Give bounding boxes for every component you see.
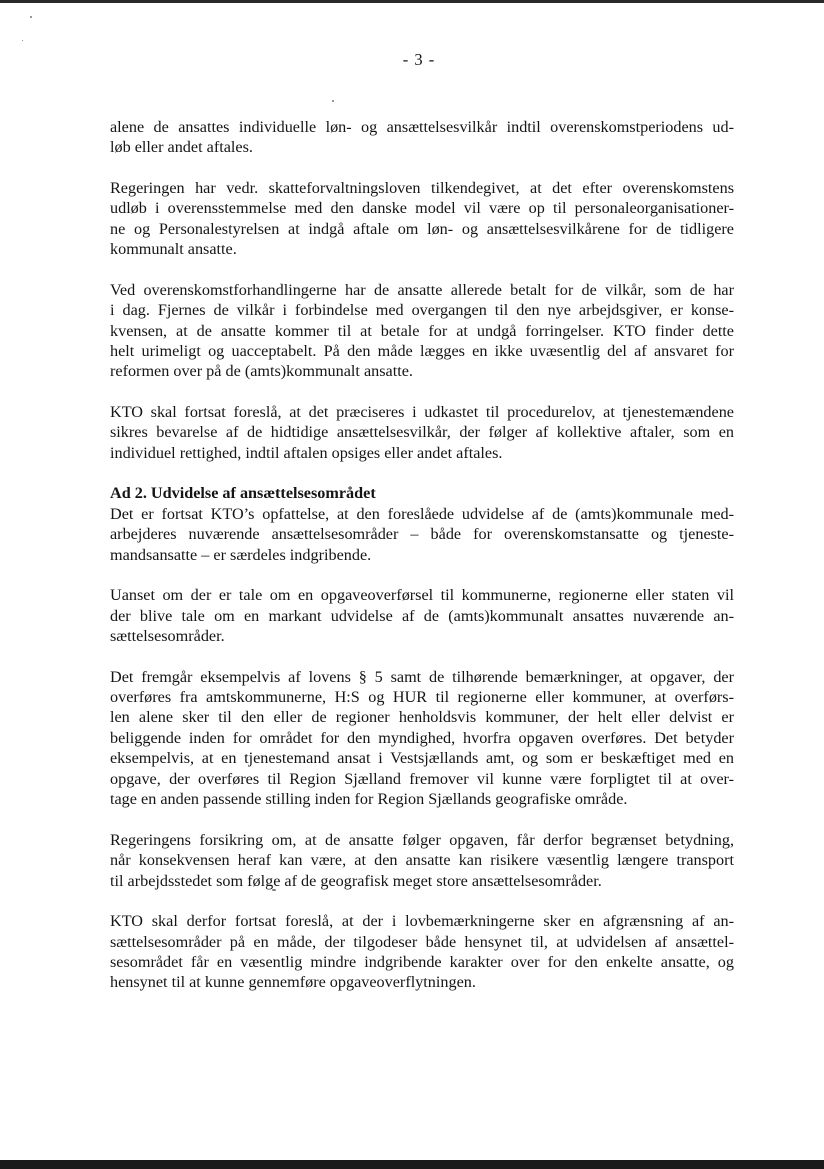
text-line: løb eller andet aftales. bbox=[110, 138, 253, 157]
text-line: kommunalt ansatte. bbox=[110, 240, 237, 259]
text-line: Regeringens forsikring om, at de ansatte følger opgaven, får derfor begrænset betydning, bbox=[110, 830, 734, 849]
text-line: individuel rettighed, indtil aftalen opsiges eller andet aftales. bbox=[110, 443, 503, 462]
scan-top-border bbox=[0, 0, 824, 3]
paragraph-6 bbox=[110, 667, 734, 810]
text-line: Regeringen har vedr. skatteforvaltningsloven tilkendegivet, at det efter overenskomstens bbox=[110, 179, 734, 197]
scan-speck bbox=[272, 889, 276, 891]
text-line: kvensen, at de ansatte kommer til at betale for at undgå forringelser. KTO finder dette bbox=[110, 321, 734, 340]
section-heading: Ad 2. Udvidelse af ansættelsesområdet bbox=[110, 484, 376, 503]
text-line: sikres bevarelse af de hidtidige ansættelsesvilkår, der følger af kollektive aftaler, som en bbox=[110, 423, 734, 442]
text-line: beliggende inden for området for den myndighed, hvorfra opgaven overføres. Det betyder bbox=[110, 728, 734, 747]
text-line: tage en anden passende stilling inden for Region Sjællands geografiske område. bbox=[110, 790, 628, 809]
scan-speck bbox=[22, 40, 23, 41]
paragraph-7 bbox=[110, 830, 734, 891]
text-line: sættelsesområder på en måde, der tilgodeser både hensynet til, at udvidelsen af ansættel- bbox=[110, 932, 734, 951]
text-line: Ved overenskomstforhandlingerne har de ansatte allerede betalt for de vilkår, som de har bbox=[110, 280, 734, 299]
scan-speck bbox=[30, 16, 32, 18]
paragraph-3 bbox=[110, 280, 734, 382]
section-ansaettelsesomraadet bbox=[110, 483, 734, 565]
text-line: hensynet til at kunne gennemføre opgaveoverflytningen. bbox=[110, 973, 476, 992]
text-line: KTO skal derfor fortsat foreslå, at der i lovbemærkningerne sker en afgrænsning af an- bbox=[110, 912, 734, 931]
text-line: udløb i overensstemmelse med den danske model vil være op til personaleorganisationer- bbox=[110, 199, 734, 218]
text-line: der blive tale om en markant udvidelse af de (amts)kommunalt ansattes nuværende an- bbox=[110, 606, 734, 625]
paragraph-1 bbox=[110, 117, 734, 158]
text-line: len alene sker til den eller de regioner henholdsvis kommuner, der helt eller delvist er bbox=[110, 708, 734, 727]
paragraph-5 bbox=[110, 585, 734, 646]
text-line: sættelsesområder. bbox=[110, 627, 225, 646]
paragraph-4 bbox=[110, 402, 734, 463]
paragraph-8 bbox=[110, 911, 734, 993]
scan-speck bbox=[332, 100, 334, 102]
text-line: overføres fra amtskommunerne, H:S og HUR til regionerne eller kommuner, at overførs- bbox=[110, 688, 734, 707]
text-line: Det fremgår eksempelvis af lovens § 5 samt de tilhørende bemærkninger, at opgaver, der bbox=[110, 667, 734, 686]
text-line: Uanset om der er tale om en opgaveoverførsel til kommunerne, regionerne eller staten vil bbox=[110, 586, 734, 605]
text-line: til arbejdsstedet som følge af de geografisk meget store ansættelsesområder. bbox=[110, 871, 602, 890]
text-line: når konsekvensen heraf kan være, at den ansatte kan risikere væsentlig længere transport bbox=[110, 851, 734, 870]
text-line: Det er fortsat KTO’s opfattelse, at den foreslåede udvidelse af de (amts)kommunale med- bbox=[110, 504, 734, 523]
document-body bbox=[110, 117, 734, 1013]
text-line: sesområdet får en væsentlig mindre indgribende karakter over for den enkelte ansatte, og bbox=[110, 952, 734, 971]
scan-bottom-border bbox=[0, 1160, 824, 1169]
text-line: mandsansatte – er særdeles indgribende. bbox=[110, 545, 372, 564]
text-line: i dag. Fjernes de vilkår i forbindelse med overgangen til den nye arbejdsgiver, er konse- bbox=[110, 301, 734, 320]
page-number: - 3 - bbox=[402, 50, 436, 69]
text-line: eksempelvis, at en tjenestemand ansat i Vestsjællands amt, og som er beskæftiget med en bbox=[110, 749, 734, 768]
text-line: alene de ansattes individuelle løn- og ansættelsesvilkår indtil overenskomstperiodens ud- bbox=[110, 118, 734, 136]
text-line: ne og Personalestyrelsen at indgå aftale om løn- og ansættelsesvilkårene for de tidligere bbox=[110, 219, 734, 238]
text-line: KTO skal fortsat foreslå, at det præciseres i udkastet til procedurelov, at tjenestemændene bbox=[110, 403, 734, 422]
text-line: arbejderes nuværende ansættelsesområder – både for overenskomstansatte og tjeneste- bbox=[110, 525, 734, 544]
paragraph-2 bbox=[110, 178, 734, 260]
text-line: helt urimeligt og uacceptabelt. På den måde lægges en ikke uvæsentlig del af ansvaret for bbox=[110, 342, 734, 361]
text-line: opgave, der overføres til Region Sjælland fremover vil kunne være forpligtet til at over- bbox=[110, 769, 734, 788]
text-line: reformen over på de (amts)kommunalt ansatte. bbox=[110, 362, 413, 381]
